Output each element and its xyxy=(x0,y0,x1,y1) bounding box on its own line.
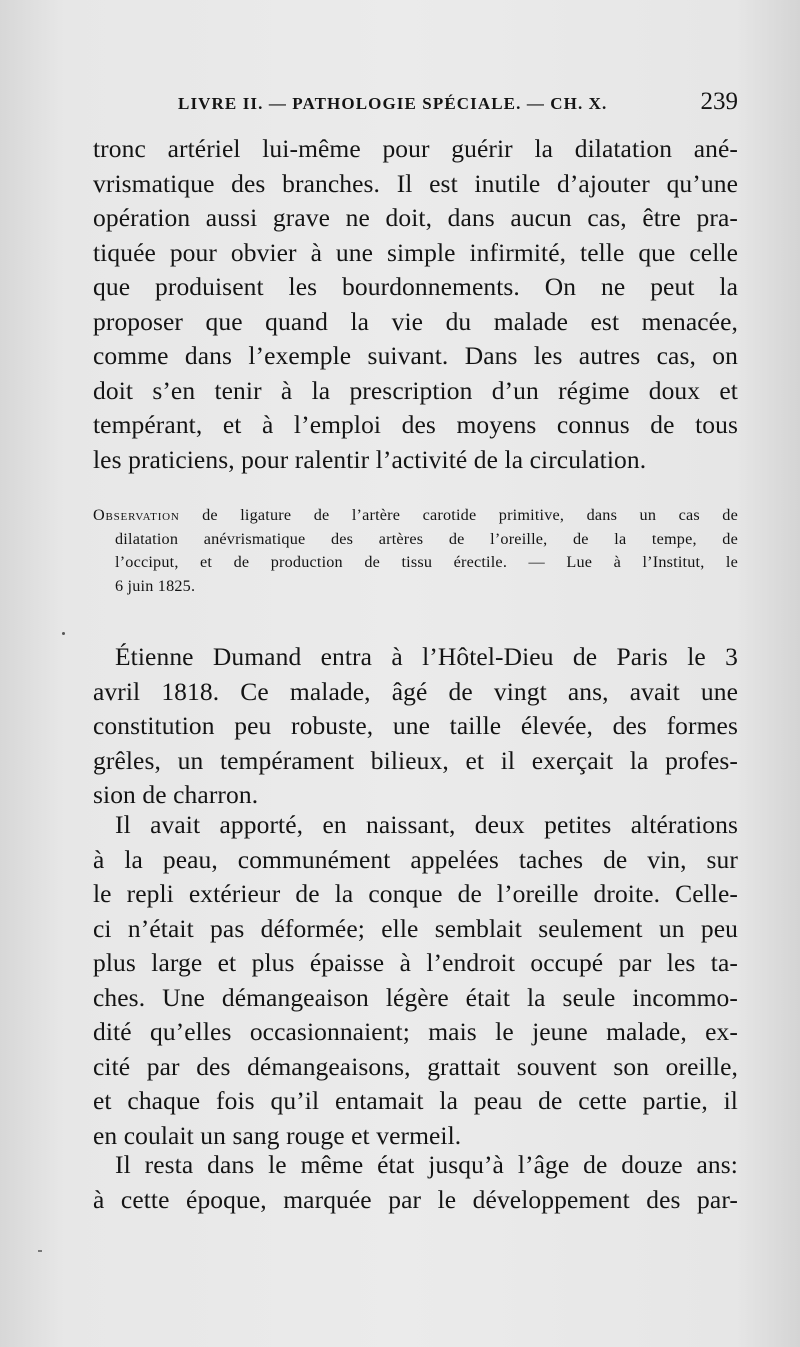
observation-line: dilatation anévrismatique des artères de l’oreille, de la tempe, de xyxy=(115,529,738,548)
observation-label: Observation xyxy=(93,506,180,524)
text-line: ci n’était pas déformée; elle semblait seulement un peu xyxy=(93,913,738,943)
observation-first-line-text: de ligature de l’artère carotide primitive, dans un cas de xyxy=(202,506,738,524)
text-line: Il resta dans le même état jusqu’à l’âge de douze ans: xyxy=(115,1150,738,1179)
text-line: proposer que quand la vie du malade est menacée, xyxy=(93,306,738,336)
page-speck xyxy=(62,632,65,635)
paragraph-3 xyxy=(93,808,738,1153)
text-line: les praticiens, pour ralentir l’activité de la circulation. xyxy=(93,444,647,474)
text-line: grêles, un tempérament bilieux, et il exerçait la profes- xyxy=(93,745,738,775)
text-line: ches. Une démangeaison légère était la seule incommo- xyxy=(93,982,738,1012)
text-line: dité qu’elles occasionnaient; mais le jeune malade, ex- xyxy=(93,1017,738,1046)
observation-first-line xyxy=(93,504,738,528)
text-line: à la peau, communément appelées taches de vin, sur xyxy=(93,844,738,874)
paragraph-2 xyxy=(93,640,738,813)
text-line: opération aussi grave ne doit, dans aucun cas, être pra- xyxy=(93,203,738,232)
page-number: 239 xyxy=(700,88,738,115)
page-header xyxy=(178,88,738,124)
text-line: avril 1818. Ce malade, âgé de vingt ans, avait une xyxy=(93,676,738,706)
running-title: LIVRE II. — PATHOLOGIE SPÉCIALE. — CH. X. xyxy=(178,94,608,113)
observation-heading xyxy=(93,504,738,598)
paragraph-1 xyxy=(93,132,738,477)
text-line: constitution peu robuste, une taille élevée, des formes xyxy=(93,711,738,740)
text-line: à cette époque, marquée par le développement des par- xyxy=(93,1184,738,1214)
text-line: tempérant, et à l’emploi des moyens connus de tous xyxy=(93,410,738,439)
text-line: Étienne Dumand entra à l’Hôtel-Dieu de Paris le 3 xyxy=(115,642,738,671)
text-line: le repli extérieur de la conque de l’oreille droite. Celle- xyxy=(93,879,738,908)
text-line: comme dans l’exemple suivant. Dans les autres cas, on xyxy=(93,341,738,370)
text-line: doit s’en tenir à la prescription d’un régime doux et xyxy=(93,375,738,405)
observation-line: l’occiput, et de production de tissu érectile. — Lue à l’Institut, le xyxy=(115,553,738,571)
text-line: tiquée pour obvier à une simple infirmité, telle que celle xyxy=(93,237,738,267)
text-line: en coulait un sang rouge et vermeil. xyxy=(93,1120,462,1150)
text-line: que produisent les bourdonnements. On ne peut la xyxy=(93,272,738,301)
observation-line: 6 juin 1825. xyxy=(115,576,196,595)
text-line: vrismatique des branches. Il est inutile d’ajouter qu’une xyxy=(93,168,738,198)
text-line: et chaque fois qu’il entamait la peau de cette partie, il xyxy=(93,1086,738,1115)
paragraph-4 xyxy=(93,1148,738,1217)
text-line: Il avait apporté, en naissant, deux petites altérations xyxy=(115,810,738,839)
text-line: sion de charron. xyxy=(93,780,259,809)
text-line: tronc artériel lui-même pour guérir la dilatation ané- xyxy=(93,134,738,163)
page-speck xyxy=(38,1250,42,1252)
text-line: plus large et plus épaisse à l’endroit occupé par les ta- xyxy=(93,948,738,977)
text-line: cité par des démangeaisons, grattait souvent son oreille, xyxy=(93,1051,738,1081)
